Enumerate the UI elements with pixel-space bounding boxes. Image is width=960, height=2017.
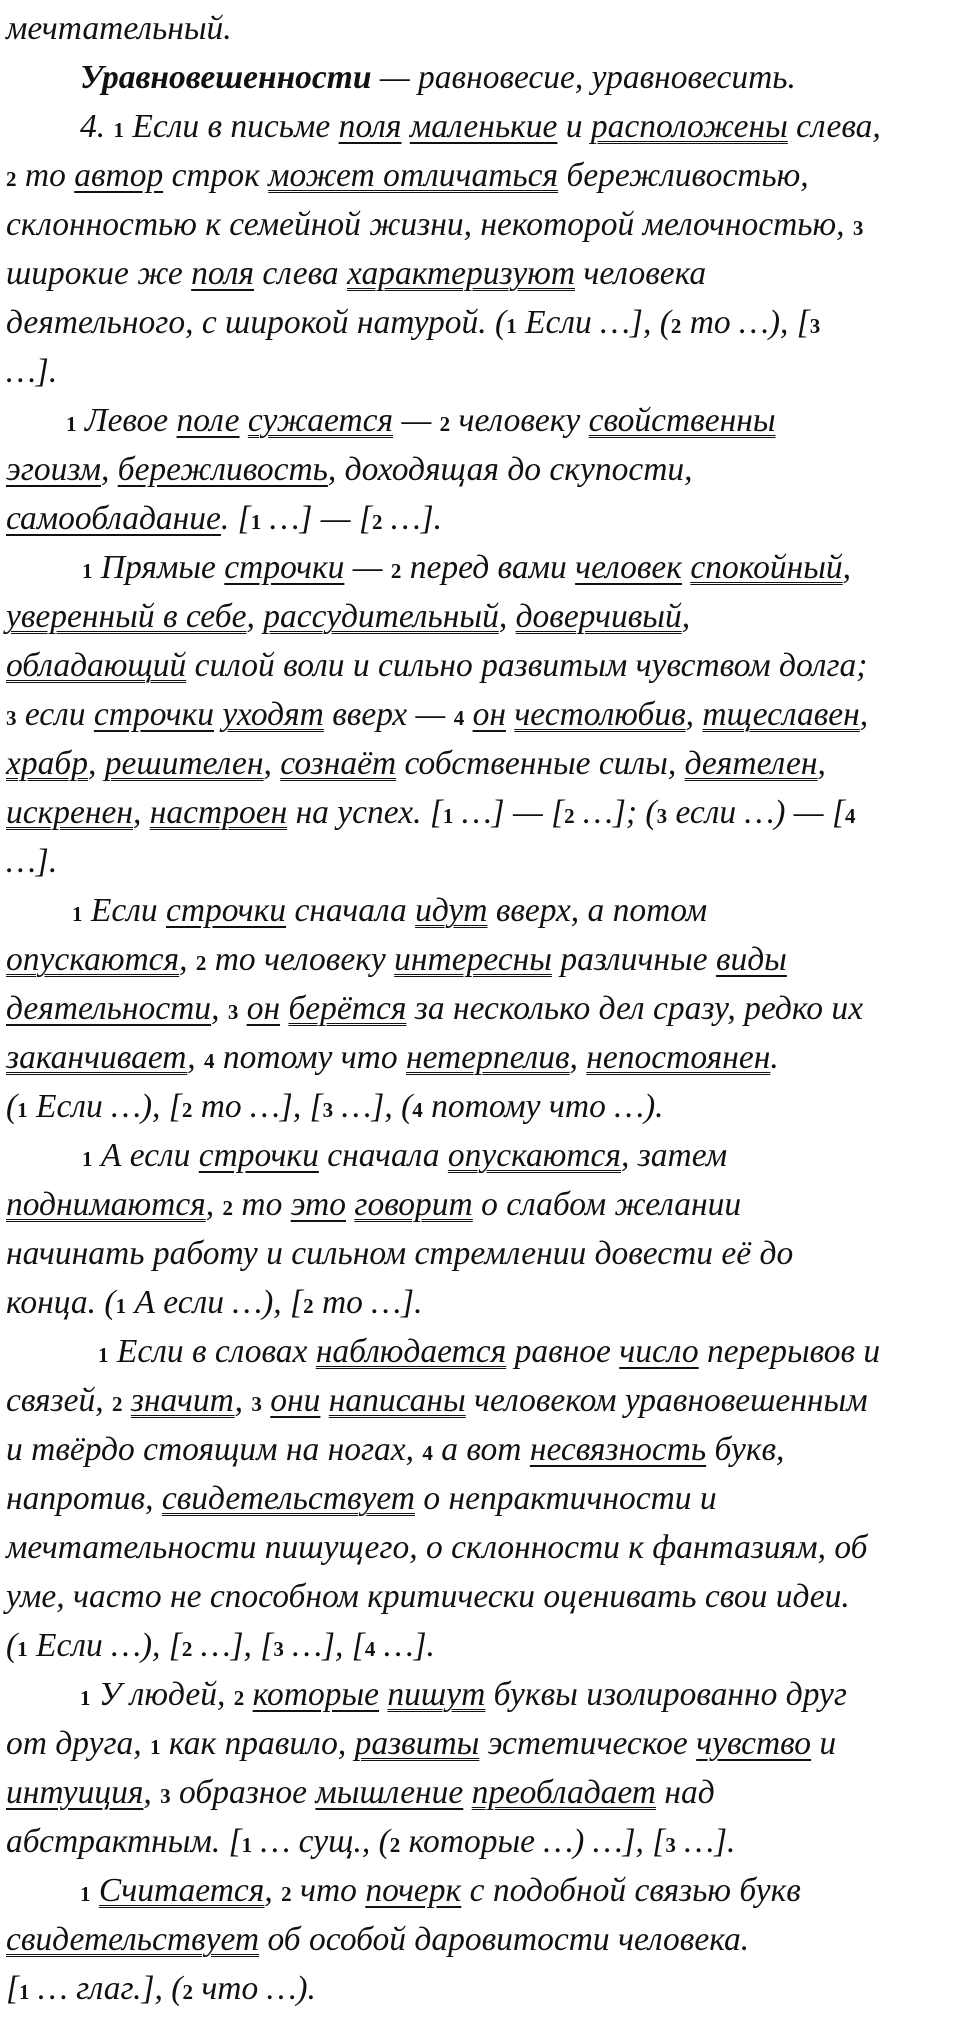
text-line (6, 347, 960, 396)
predicate-word: говорит (354, 1186, 473, 1223)
text-run: слева (254, 255, 348, 292)
text-run: , (569, 1039, 587, 1076)
text-run: перерывов и (698, 1333, 881, 1370)
part-number: 2 (670, 314, 682, 338)
subject-word: чувство (696, 1725, 812, 1762)
predicate-word: расположены (590, 108, 788, 145)
text-line (6, 739, 960, 788)
part-number: 2 (371, 510, 383, 534)
text-line (6, 592, 960, 641)
part-number: 4 (364, 1637, 376, 1661)
text-run: , затем (620, 1137, 728, 1174)
part-number: 3 (160, 1784, 171, 1808)
subject-word: эгоизм (6, 451, 101, 488)
part-number: 2 (181, 1098, 193, 1122)
text-line (6, 641, 960, 690)
text-run: то …), [ (681, 304, 810, 341)
predicate-word: опускаются (447, 1137, 621, 1174)
text-run: Если в словах (108, 1333, 316, 1370)
part-number: 2 (222, 1196, 234, 1220)
text-run: , (133, 794, 150, 831)
text-run: …] — [ (453, 794, 565, 831)
part-number: 1 (80, 1686, 91, 1710)
text-run: [ (6, 1970, 20, 2007)
bold-term: Уравновешенности (80, 59, 372, 96)
text-run: Прямые (92, 549, 225, 586)
text-run: , (187, 1039, 205, 1076)
text-run: эстетическое (479, 1725, 697, 1762)
text-line (6, 1425, 960, 1474)
predicate-word: храбр (6, 745, 88, 782)
text-run: человеком уравновешенным (465, 1382, 868, 1419)
text-line (6, 1817, 960, 1866)
subject-word: маленькие (409, 108, 558, 145)
text-line (6, 1229, 960, 1278)
text-run: как правило, (160, 1725, 355, 1762)
subject-word: деятельности (6, 990, 212, 1027)
predicate-word: свидетельствует (161, 1480, 415, 1517)
text-line (6, 886, 960, 935)
text-run: потому что …). (422, 1088, 664, 1125)
part-number: 2 (6, 167, 17, 191)
part-number: 1 (98, 1343, 109, 1367)
part-number: 1 (250, 510, 262, 534)
text-line (6, 935, 960, 984)
text-run: , (211, 990, 228, 1027)
predicate-word: идут (415, 892, 488, 929)
part-number: 2 (182, 1980, 193, 2004)
text-run: , (681, 598, 691, 635)
predicate-word: свидетельствует (6, 1921, 260, 1958)
text-run: то человеку (206, 941, 395, 978)
text-run: , (817, 745, 826, 782)
part-number: 3 (251, 1392, 262, 1416)
text-line (6, 1180, 960, 1229)
subject-word: строчки (93, 696, 215, 733)
text-run (238, 990, 246, 1027)
text-run: …] — [ (261, 500, 372, 537)
subject-word: он (472, 696, 506, 733)
text-run: , (246, 598, 264, 635)
text-run: уме, часто не способном критически оценивать свои идеи. (6, 1578, 850, 1615)
text-run: , (87, 745, 105, 782)
text-run: , (143, 1774, 161, 1811)
predicate-word: характеризуют (347, 255, 576, 292)
text-run: вверх, а потом (487, 892, 708, 929)
predicate-word: спокойный (690, 549, 843, 586)
text-run: и (557, 108, 591, 145)
predicate-word: искренен (6, 794, 134, 831)
text-line (6, 298, 960, 347)
part-number: 1 (82, 1147, 93, 1171)
subject-word: строчки (165, 892, 287, 929)
text-run: . [ (220, 500, 251, 537)
text-run: …], [ (192, 1627, 274, 1664)
part-number: 4 (844, 804, 856, 828)
text-run: то (233, 1186, 291, 1223)
text-run: то (16, 157, 75, 194)
text-run: над (656, 1774, 715, 1811)
text-run: сначала (286, 892, 416, 929)
subject-word: поля (338, 108, 402, 145)
text-run: собственные силы, (396, 745, 685, 782)
text-run: равное (506, 1333, 620, 1370)
text-run (464, 696, 472, 733)
part-number: 2 (281, 1882, 292, 1906)
text-run: склонностью к семейной жизни, некоторой мелочностью, (6, 206, 853, 243)
text-run: на успех. [ (287, 794, 443, 831)
part-number: 3 (852, 216, 864, 240)
text-line (6, 543, 960, 592)
subject-word: несвязность (529, 1431, 707, 1468)
text-run: от друга, (6, 1725, 151, 1762)
text-run: сначала (318, 1137, 448, 1174)
part-number: 2 (389, 1833, 401, 1857)
part-number: 4 (204, 1049, 215, 1073)
text-run: если …) — [ (667, 794, 845, 831)
predicate-word: решителен (104, 745, 264, 782)
text-run: 4. (80, 108, 114, 145)
subject-word: это (290, 1186, 346, 1223)
text-run: …]. (382, 500, 443, 537)
predicate-word: поднимаются (6, 1186, 206, 1223)
text-run: широкие же (6, 255, 192, 292)
text-run: слева, (787, 108, 881, 145)
text-run: . (770, 1039, 779, 1076)
text-run: то …], [ (192, 1088, 323, 1125)
predicate-word: деятелен (684, 745, 818, 782)
subject-word: число (619, 1333, 699, 1370)
subject-word: они (270, 1382, 321, 1419)
text-run (463, 1774, 471, 1811)
subject-word: самообладание (6, 500, 221, 537)
text-run: У людей, (90, 1676, 234, 1713)
text-run: Если (82, 892, 166, 929)
subject-word: строчки (198, 1137, 319, 1174)
part-number: 3 (665, 1833, 676, 1857)
text-run: букв, (706, 1431, 785, 1468)
text-run: , доходящая до скупости, (327, 451, 693, 488)
part-number: 2 (390, 559, 402, 583)
text-line (6, 1082, 960, 1131)
predicate-word: сужается (247, 402, 394, 439)
part-number: 1 (442, 804, 454, 828)
text-run: , (498, 598, 516, 635)
text-run: начинать работу и сильном стремлении довести её до (6, 1235, 794, 1272)
text-line (6, 1670, 960, 1719)
text-line (6, 1572, 960, 1621)
predicate-word: уходят (222, 696, 324, 733)
text-run: Если …), [ (27, 1627, 182, 1664)
part-number: 1 (72, 902, 83, 926)
text-run: человека (575, 255, 707, 292)
predicate-word: преобладает (471, 1774, 657, 1811)
subject-word: он (246, 990, 281, 1027)
text-run (122, 1382, 130, 1419)
part-number: 2 (233, 1686, 245, 1710)
predicate-word: рассудительный (263, 598, 499, 635)
predicate-word: уверенный в себе (6, 598, 247, 635)
predicate-word: сознаёт (280, 745, 397, 782)
text-line (6, 1866, 960, 1915)
predicate-word: доверчивый (515, 598, 682, 635)
text-run: … глаг.], ( (29, 1970, 183, 2007)
predicate-word: наблюдается (315, 1333, 507, 1370)
text-run: — (344, 549, 391, 586)
text-run: Если в письме (124, 108, 339, 145)
text-run: силой воли и сильно развитым чувством долга; (186, 647, 868, 684)
text-run: , (264, 1872, 282, 1909)
predicate-word: свойственны (588, 402, 776, 439)
text-line (6, 690, 960, 739)
part-number: 3 (656, 804, 668, 828)
part-number: 1 (241, 1833, 253, 1857)
predicate-word: берётся (288, 990, 407, 1027)
predicate-word: тщеславен (702, 696, 860, 733)
text-run: …], ( (333, 1088, 413, 1125)
subject-word: человек (575, 549, 682, 586)
text-run: что (291, 1872, 366, 1909)
subject-word: мышление (315, 1774, 464, 1811)
text-run: деятельного, с широкой натурой. ( (6, 304, 507, 341)
subject-word: поле (176, 402, 240, 439)
text-run: ( (6, 1088, 18, 1125)
text-run: …]. (675, 1823, 736, 1860)
text-line (6, 837, 960, 886)
predicate-word: честолюбив (514, 696, 686, 733)
text-run: , (100, 451, 118, 488)
part-number: 1 (115, 1294, 127, 1318)
text-run: о слабом желании (472, 1186, 742, 1223)
part-number: 2 (181, 1637, 193, 1661)
text-line (6, 1768, 960, 1817)
subject-word: которые (252, 1676, 380, 1713)
predicate-word: пишут (387, 1676, 486, 1713)
part-number: 2 (195, 951, 207, 975)
text-run: и (811, 1725, 837, 1762)
text-run (262, 1382, 270, 1419)
text-run: , (179, 941, 196, 978)
text-run: различные (551, 941, 716, 978)
text-line (6, 102, 960, 151)
part-number: 3 (273, 1637, 284, 1661)
text-run (320, 1382, 328, 1419)
part-number: 1 (506, 314, 517, 338)
text-run: А если …), [ (126, 1284, 304, 1321)
part-number: 2 (439, 412, 451, 436)
predicate-word: интересны (394, 941, 552, 978)
text-line (6, 1523, 960, 1572)
part-number: 1 (113, 118, 124, 142)
text-line (6, 396, 960, 445)
text-run: …]. (6, 843, 58, 880)
part-number: 2 (111, 1392, 123, 1416)
text-run (91, 1872, 99, 1909)
predicate-word: написаны (328, 1382, 466, 1419)
part-number: 1 (82, 559, 93, 583)
predicate-word: опускаются (6, 941, 180, 978)
text-run: мечтательный. (6, 10, 232, 47)
subject-word: виды (715, 941, 787, 978)
text-run: образное (170, 1774, 316, 1811)
text-line (6, 788, 960, 837)
text-run: , (842, 549, 852, 586)
subject-word: бережливость (117, 451, 328, 488)
text-run: буквы изолированно друг (485, 1676, 847, 1713)
text-run: Левое (76, 402, 177, 439)
predicate-word: заканчивает (6, 1039, 188, 1076)
predicate-word: развиты (354, 1725, 480, 1762)
predicate-word: Считается (98, 1872, 265, 1909)
text-line (6, 494, 960, 543)
text-line (6, 1964, 960, 2013)
text-line (6, 1915, 960, 1964)
text-line (6, 1033, 960, 1082)
text-run: Если …], ( (516, 304, 671, 341)
text-line (6, 249, 960, 298)
text-run: …]. (375, 1627, 435, 1664)
text-run: …], [ (283, 1627, 365, 1664)
part-number: 1 (80, 1882, 91, 1906)
part-number: 1 (66, 412, 77, 436)
text-line (6, 1278, 960, 1327)
text-run: с подобной связью букв (461, 1872, 801, 1909)
part-number: 2 (564, 804, 575, 828)
text-run: о непрактичности и (414, 1480, 717, 1517)
text-run: , (859, 696, 869, 733)
part-number: 2 (303, 1294, 314, 1318)
part-number: 3 (227, 1000, 239, 1024)
text-line (6, 151, 960, 200)
text-run: за несколько дел сразу, редко их (406, 990, 863, 1027)
text-run: , (205, 1186, 223, 1223)
text-run: об особой даровитости человека. (259, 1921, 750, 1958)
predicate-word: нетерпелив (406, 1039, 570, 1076)
text-line (6, 1131, 960, 1180)
text-line (6, 1327, 960, 1376)
text-run: … сущ., ( (252, 1823, 390, 1860)
text-run: а вот (432, 1431, 530, 1468)
text-run: мечтательности пишущего, о склонности к фантазиям, об (6, 1529, 868, 1566)
subject-word: поля (191, 255, 255, 292)
predicate-word: может отличаться (268, 157, 559, 194)
subject-word: автор (74, 157, 164, 194)
text-run: , (263, 745, 281, 782)
part-number: 1 (17, 1637, 28, 1661)
text-line (6, 445, 960, 494)
text-line (6, 53, 960, 102)
part-number: 1 (19, 1980, 30, 2004)
text-run: перед вами (401, 549, 576, 586)
text-run: что …). (192, 1970, 316, 2007)
part-number: 4 (453, 706, 465, 730)
text-line (6, 1474, 960, 1523)
text-run: которые …) …], [ (400, 1823, 666, 1860)
part-number: 4 (422, 1441, 433, 1465)
text-run: Если …), [ (27, 1088, 182, 1125)
subject-word: почерк (365, 1872, 462, 1909)
text-run: если (16, 696, 94, 733)
text-run: строк (163, 157, 269, 194)
text-run: — (393, 402, 440, 439)
text-line (6, 4, 960, 53)
part-number: 3 (322, 1098, 334, 1122)
text-line (6, 1376, 960, 1425)
part-number: 1 (150, 1735, 161, 1759)
text-run: …]; ( (574, 794, 657, 831)
text-line (6, 984, 960, 1033)
text-line (6, 200, 960, 249)
predicate-word: непостоянен (586, 1039, 771, 1076)
text-run: и твёрдо стоящим на ногах, (6, 1431, 423, 1468)
subject-word: строчки (224, 549, 345, 586)
part-number: 3 (809, 314, 821, 338)
text-run: , (234, 1382, 252, 1419)
text-run (240, 402, 248, 439)
text-run: — равновесие, уравновесить. (371, 59, 796, 96)
text-run: вверх — (323, 696, 454, 733)
predicate-word: обладающий (6, 647, 187, 684)
text-run: то …]. (313, 1284, 423, 1321)
text-line (6, 1719, 960, 1768)
subject-word: интуиция (6, 1774, 144, 1811)
text-run: А если (92, 1137, 199, 1174)
text-line (6, 1621, 960, 1670)
text-run (244, 1676, 252, 1713)
text-run: бережливостью, (558, 157, 809, 194)
text-run: потому что (214, 1039, 406, 1076)
text-run: человеку (450, 402, 589, 439)
text-run: абстрактным. [ (6, 1823, 242, 1860)
text-run: связей, (6, 1382, 112, 1419)
text-run: …]. (6, 353, 58, 390)
text-run: конца. ( (6, 1284, 116, 1321)
predicate-word: настроен (149, 794, 288, 831)
part-number: 4 (412, 1098, 423, 1122)
part-number: 1 (17, 1098, 28, 1122)
text-run: , (685, 696, 703, 733)
text-run: ( (6, 1627, 18, 1664)
predicate-word: значит (130, 1382, 235, 1419)
text-run (401, 108, 409, 145)
part-number: 3 (6, 706, 17, 730)
text-run: напротив, (6, 1480, 162, 1517)
